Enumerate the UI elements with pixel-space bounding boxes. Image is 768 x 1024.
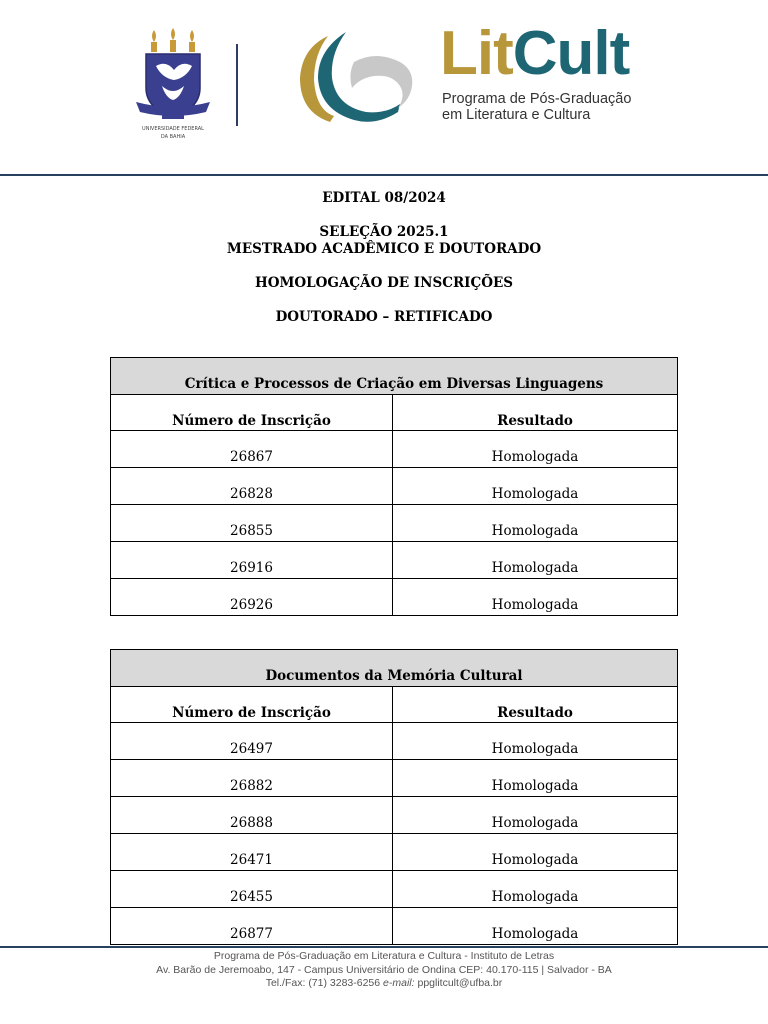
cell-resultado: Homologada: [393, 834, 678, 871]
cell-numero: 26926: [111, 579, 393, 616]
table-row: [111, 542, 678, 579]
cell-resultado: Homologada: [393, 797, 678, 834]
cell-numero: 26497: [111, 723, 393, 760]
cell-numero: 26855: [111, 505, 393, 542]
table-row: [111, 468, 678, 505]
footer-rule: [0, 946, 768, 948]
selecao-title: SELEÇÃO 2025.1: [319, 224, 449, 240]
cell-resultado: Homologada: [393, 760, 678, 797]
table-row: [111, 579, 678, 616]
table-row: [111, 760, 678, 797]
column-header-resultado: Resultado: [393, 395, 678, 431]
homologacao-title: HOMOLOGAÇÃO DE INSCRIÇÕES: [254, 275, 514, 291]
column-header-resultado: Resultado: [393, 687, 678, 723]
cell-resultado: Homologada: [393, 431, 678, 468]
cell-numero: 26882: [111, 760, 393, 797]
table-row: [111, 908, 678, 945]
litcult-lit: Lit: [440, 19, 513, 88]
cell-numero: 26888: [111, 797, 393, 834]
table-row: [111, 797, 678, 834]
table-row: [111, 505, 678, 542]
cell-resultado: Homologada: [393, 468, 678, 505]
page-header: [0, 0, 768, 176]
nivel-title: MESTRADO ACADÊMICO E DOUTORADO: [226, 241, 542, 257]
cell-numero: 26867: [111, 431, 393, 468]
footer-line1: Programa de Pós-Graduação em Literatura e Cultura - Instituto de Letras: [213, 950, 555, 962]
cell-numero: 26916: [111, 542, 393, 579]
column-header-numero: Número de Inscrição: [111, 687, 393, 723]
footer-phone: Tel./Fax: (71) 3283-6256: [265, 977, 384, 989]
cell-numero: 26471: [111, 834, 393, 871]
litcult-subtitle-line1: Programa de Pós-Graduação: [442, 91, 632, 107]
table-row: [111, 871, 678, 908]
cell-resultado: Homologada: [393, 908, 678, 945]
results-table-documentos: [110, 649, 678, 945]
table-row: [111, 431, 678, 468]
cell-resultado: Homologada: [393, 871, 678, 908]
svg-text:UNIVERSIDADE FEDERAL: UNIVERSIDADE FEDERAL: [142, 126, 204, 132]
header-rule: [0, 174, 768, 176]
table-caption: Documentos da Memória Cultural: [111, 650, 678, 687]
table-row: [111, 723, 678, 760]
column-header-numero: Número de Inscrição: [111, 395, 393, 431]
litcult-cult: Cult: [512, 19, 630, 88]
footer-line2: Av. Barão de Jeremoabo, 147 - Campus Universitário de Ondina CEP: 40.170-115 | Salvador - BA: [156, 963, 612, 976]
page-footer: [0, 950, 768, 991]
cell-numero: 26455: [111, 871, 393, 908]
litcult-subtitle-line2: em Literatura e Cultura: [442, 107, 591, 123]
ufba-crest-logo: [132, 26, 214, 144]
litcult-swoosh-logo: [288, 28, 418, 124]
litcult-subtitle: [442, 91, 682, 123]
document-titles: [0, 190, 768, 326]
footer-line3: [0, 977, 768, 991]
footer-email-label: e-mail:: [383, 977, 415, 989]
cell-resultado: Homologada: [393, 579, 678, 616]
doutorado-title: DOUTORADO – RETIFICADO: [275, 309, 493, 325]
edital-title: EDITAL 08/2024: [322, 190, 446, 206]
header-divider: [236, 44, 238, 126]
cell-resultado: Homologada: [393, 542, 678, 579]
cell-resultado: Homologada: [393, 505, 678, 542]
results-table-critica: [110, 357, 678, 616]
cell-resultado: Homologada: [393, 723, 678, 760]
footer-email-link[interactable]: ppglitcult@ufba.br: [414, 977, 503, 989]
cell-numero: 26828: [111, 468, 393, 505]
table-row: [111, 834, 678, 871]
svg-text:DA BAHIA: DA BAHIA: [160, 134, 186, 140]
litcult-wordmark: [440, 19, 630, 88]
table-caption: Crítica e Processos de Criação em Diversas Linguagens: [111, 358, 678, 395]
cell-numero: 26877: [111, 908, 393, 945]
